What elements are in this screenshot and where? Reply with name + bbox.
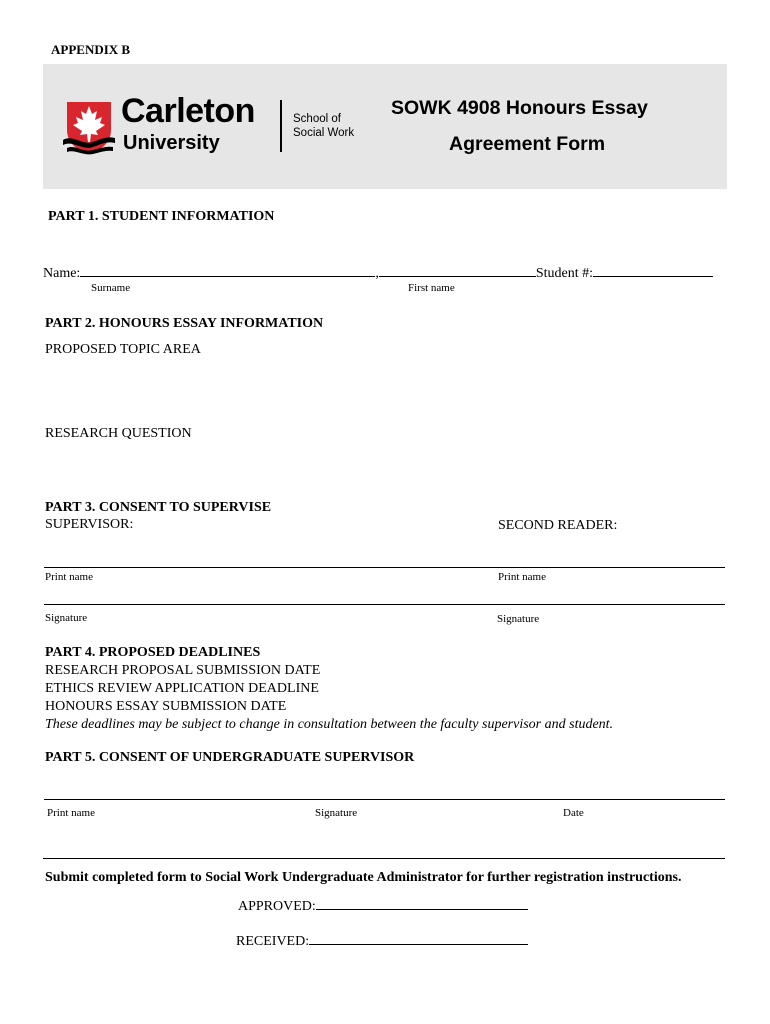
undergrad-supervisor-line[interactable] xyxy=(44,799,725,800)
deadline-ethics-review: ETHICS REVIEW APPLICATION DEADLINE xyxy=(45,681,319,696)
logo-school-line2: Social Work xyxy=(293,127,355,139)
reader-signature-caption: Signature xyxy=(497,613,540,625)
supervisor-label: SUPERVISOR: xyxy=(45,517,134,532)
research-question-label: RESEARCH QUESTION xyxy=(45,426,192,441)
logo-word-carleton: Carleton xyxy=(121,92,255,130)
logo-divider xyxy=(280,100,282,152)
approved-label: APPROVED: xyxy=(238,899,316,914)
name-label: Name: xyxy=(43,266,81,281)
logo-school-line1: School of xyxy=(293,113,341,125)
received-row xyxy=(236,932,528,950)
undergrad-date-caption: Date xyxy=(563,807,584,819)
surname-field[interactable] xyxy=(80,264,375,277)
form-title-line1: SOWK 4908 Honours Essay xyxy=(391,97,648,119)
appendix-label: APPENDIX B xyxy=(51,42,131,57)
topic-area-label: PROPOSED TOPIC AREA xyxy=(45,342,201,357)
print-name-line[interactable] xyxy=(44,567,725,568)
received-label: RECEIVED: xyxy=(236,934,310,949)
approved-row xyxy=(238,897,528,915)
deadline-essay-submission: HONOURS ESSAY SUBMISSION DATE xyxy=(45,699,287,714)
student-number-field[interactable] xyxy=(593,264,713,277)
undergrad-signature-caption: Signature xyxy=(315,807,358,819)
logo-word-university: University xyxy=(123,132,220,154)
name-row xyxy=(43,264,713,282)
student-number-label: Student #: xyxy=(535,266,593,281)
approved-field[interactable] xyxy=(316,897,528,910)
reader-print-name-caption: Print name xyxy=(498,571,546,583)
undergrad-print-name-caption: Print name xyxy=(47,807,95,819)
firstname-caption: First name xyxy=(408,282,455,294)
part2-heading: PART 2. HONOURS ESSAY INFORMATION xyxy=(45,316,324,331)
maple-shield-icon xyxy=(63,96,115,156)
section-divider xyxy=(43,858,725,859)
part4-heading: PART 4. PROPOSED DEADLINES xyxy=(45,645,261,660)
form-title-line2: Agreement Form xyxy=(449,133,606,155)
surname-caption: Surname xyxy=(91,282,131,294)
submit-instructions: Submit completed form to Social Work Undergraduate Administrator for further registration instructions. xyxy=(45,870,682,885)
received-field[interactable] xyxy=(309,932,528,945)
part5-heading: PART 5. CONSENT OF UNDERGRADUATE SUPERVISOR xyxy=(45,750,415,765)
part3-heading: PART 3. CONSENT TO SUPERVISE xyxy=(45,500,272,515)
second-reader-label: SECOND READER: xyxy=(498,518,618,533)
signature-line[interactable] xyxy=(44,604,725,605)
deadline-research-proposal: RESEARCH PROPOSAL SUBMISSION DATE xyxy=(45,663,321,678)
supervisor-print-name-caption: Print name xyxy=(45,571,93,583)
name-comma: , xyxy=(375,266,379,281)
firstname-field[interactable] xyxy=(379,264,536,277)
carleton-logo xyxy=(63,92,363,158)
logo-school-name xyxy=(293,112,354,140)
part1-heading: PART 1. STUDENT INFORMATION xyxy=(48,209,275,224)
deadlines-note: These deadlines may be subject to change in consultation between the faculty supervisor and student. xyxy=(45,717,614,732)
supervisor-signature-caption: Signature xyxy=(45,612,88,624)
